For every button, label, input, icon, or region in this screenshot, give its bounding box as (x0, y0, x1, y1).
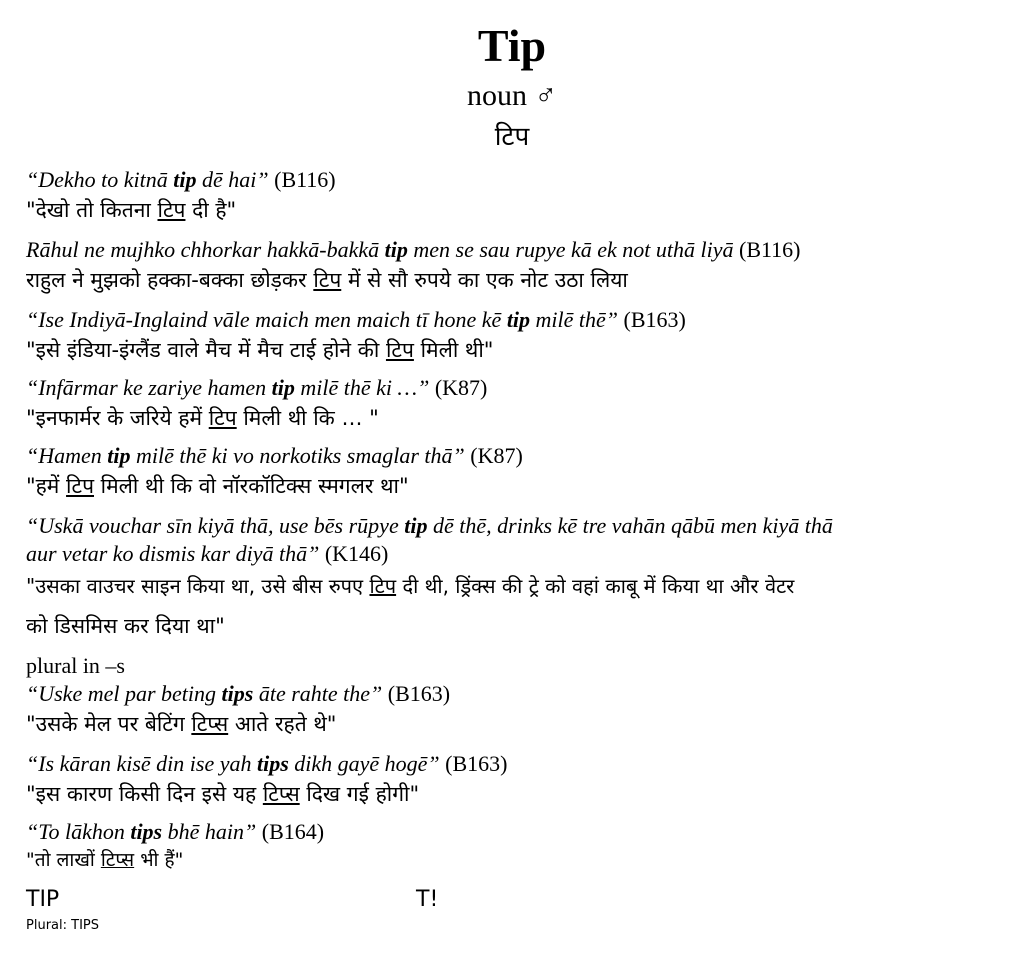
example-text: "तो लाखों (26, 849, 101, 871)
keyword: tips (221, 681, 254, 706)
keyword: टिप्स (191, 712, 229, 736)
example-text: में से सौ रुपये का एक नोट उठा लिया (341, 268, 628, 292)
example-text: “Uskā vouchar sīn kiyā thā, use bēs rūpye (26, 513, 405, 538)
example-text: “Uske mel par beting (26, 681, 222, 706)
entry-hindi-headword: टिप (494, 122, 530, 152)
part-of-speech: noun ♂ (467, 79, 557, 112)
example-text: मिली थी कि वो नॉरकॉटिक्स स्मगलर था" (94, 474, 409, 498)
example-devanagari (26, 336, 493, 364)
example-transliteration-cont (26, 540, 388, 568)
source-ref: (K146) (324, 541, 389, 566)
example-transliteration (26, 750, 508, 778)
plural-gloss: Plural: TIPS (26, 918, 99, 933)
example-text: दिख गई होगी" (299, 782, 420, 806)
keyword: tip (271, 375, 295, 400)
keyword: टिप (66, 474, 94, 498)
example-transliteration (26, 306, 686, 334)
example-text: "उसके मेल पर बेटिंग (26, 712, 192, 736)
example-text: आते रहते थे" (228, 712, 337, 736)
example-text: मिली थी कि … " (236, 406, 379, 430)
example-transliteration (26, 818, 324, 846)
example-text: "उसका वाउचर साइन किया था, उसे बीस रुपए (26, 574, 370, 598)
source-ref: (K87) (470, 443, 523, 468)
example-text: मिली थी" (413, 338, 494, 362)
example-text: "इसे इंडिया-इंग्लैंड वाले मैच में मैच टाई होने की (26, 338, 386, 362)
example-text: āte rahte the” (253, 681, 383, 706)
example-devanagari (26, 266, 628, 294)
example-text: को डिसमिस कर दिया था" (26, 614, 225, 638)
example-devanagari (26, 846, 183, 874)
keyword: tip (107, 443, 131, 468)
example-text: “Hamen (26, 443, 108, 468)
example-devanagari (26, 196, 236, 224)
keyword: टिप (385, 338, 414, 362)
example-text: dē hai” (196, 167, 269, 192)
source-ref: (B163) (387, 681, 451, 706)
example-text: milē thē” (530, 307, 619, 332)
example-text: दी थी, ड्रिंक्स की ट्रे को वहां काबू में किया था और वेटर (396, 574, 795, 598)
keyword: टिप्स (262, 782, 300, 806)
example-devanagari (26, 572, 794, 600)
keyword: टिप (157, 198, 186, 222)
example-text: men se sau rupye kā ek not uthā liyā (407, 237, 734, 262)
keyword: टिप (369, 574, 397, 598)
source-ref: (B163) (623, 307, 686, 332)
plural-label: plural in –s (26, 653, 125, 678)
keyword: टिप्स (100, 849, 135, 871)
example-devanagari (26, 404, 379, 432)
keyword: tips (256, 751, 289, 776)
source-ref: (B116) (274, 167, 336, 192)
example-devanagari-cont (26, 612, 225, 640)
example-text: "हमें (26, 474, 67, 498)
example-text: “Infārmar ke zariye hamen (26, 375, 272, 400)
example-text: "इस कारण किसी दिन इसे यह (26, 782, 263, 806)
keyword: टिप (208, 406, 237, 430)
example-text: राहुल ने मुझको हक्का-बक्का छोड़कर (26, 268, 314, 292)
example-text: milē thē ki vo norkotiks smaglar thā” (130, 443, 465, 468)
keyword: tips (130, 819, 163, 844)
example-text: दी है" (185, 198, 237, 222)
example-transliteration (26, 512, 833, 540)
entry-title: Tip (477, 20, 547, 71)
sign-notation: T! (416, 887, 439, 912)
keyword: tip (506, 307, 531, 332)
example-transliteration (26, 166, 336, 194)
example-transliteration (26, 680, 450, 708)
example-text: “Dekho to kitnā (26, 167, 174, 192)
keyword: tip (384, 237, 408, 262)
example-devanagari (26, 472, 409, 500)
example-text: Rāhul ne mujhko chhorkar hakkā-bakkā (26, 237, 385, 262)
example-devanagari (26, 780, 419, 808)
source-ref: (B164) (261, 819, 325, 844)
source-ref: (K87) (434, 375, 488, 400)
example-text: aur vetar ko dismis kar diyā thā” (26, 541, 320, 566)
keyword: tip (173, 167, 197, 192)
keyword: tip (404, 513, 428, 538)
example-devanagari (26, 710, 336, 738)
example-text: "देखो तो कितना (26, 198, 158, 222)
keyword: टिप (313, 268, 342, 292)
sign-gloss: TIP (26, 887, 60, 912)
source-ref: (B116) (739, 237, 801, 262)
example-text: “To lākhon (26, 819, 131, 844)
example-transliteration (26, 236, 801, 264)
example-text: “Is kāran kisē din ise yah (26, 751, 257, 776)
example-transliteration (26, 374, 487, 402)
example-text: “Ise Indiyā-Inglaind vāle maich men maich tī hone kē (26, 307, 507, 332)
example-text: dē thē, drinks kē tre vahān qābū men kiyā thā (427, 513, 833, 538)
source-ref: (B163) (445, 751, 508, 776)
example-transliteration (26, 442, 523, 470)
example-text: भी हैं" (134, 849, 184, 871)
example-text: dikh gayē hogē” (288, 751, 440, 776)
example-text: "इनफार्मर के जरिये हमें (26, 406, 209, 430)
example-text: bhē hain” (162, 819, 257, 844)
example-text: milē thē ki …” (294, 375, 430, 400)
